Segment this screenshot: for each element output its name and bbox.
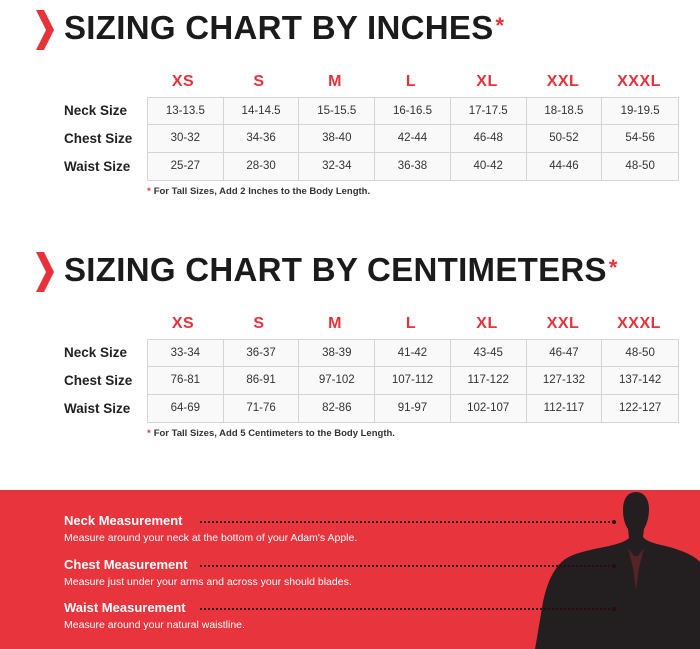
row-label-chest: Chest Size — [64, 373, 133, 388]
table-cell: 50-52 — [527, 125, 603, 152]
title-asterisk: * — [608, 255, 618, 280]
table-cell: 32-34 — [299, 153, 375, 180]
table-cell: 117-122 — [451, 367, 527, 394]
table-cell: 54-56 — [602, 125, 678, 152]
inches-footnote: * For Tall Sizes, Add 2 Inches to the Body Length. — [147, 186, 371, 197]
size-header: XL — [476, 315, 498, 332]
table-cell: 137-142 — [602, 367, 678, 394]
chevron-right-icon — [36, 10, 54, 50]
row-label-neck: Neck Size — [64, 345, 128, 360]
waist-measurement — [64, 600, 245, 632]
table-cell: 17-17.5 — [451, 98, 527, 125]
waist-measurement-title: Waist Measurement — [64, 600, 186, 615]
table-cell: 38-40 — [299, 125, 375, 152]
size-header: XS — [171, 315, 195, 332]
table-cell: 40-42 — [451, 153, 527, 180]
man-silhouette-icon — [525, 490, 700, 649]
table-cell: 44-46 — [527, 153, 603, 180]
waist-pointer-dot — [612, 607, 616, 611]
centimeters-title: SIZING CHART BY CENTIMETERS* — [64, 251, 618, 288]
footnote-asterisk: * — [147, 428, 151, 439]
table-cell: 14-14.5 — [224, 98, 300, 125]
centimeters-table — [147, 339, 679, 423]
table-cell: 33-34 — [148, 340, 224, 367]
size-header: XXL — [546, 73, 580, 90]
table-cell: 46-48 — [451, 125, 527, 152]
size-header: XS — [171, 73, 195, 90]
table-cell: 19-19.5 — [602, 98, 678, 125]
table-cell: 97-102 — [299, 367, 375, 394]
size-header: XXL — [546, 315, 580, 332]
table-cell: 76-81 — [148, 367, 224, 394]
chest-measurement-desc: Measure just under your arms and across your should blades. — [64, 576, 352, 588]
table-cell: 112-117 — [527, 395, 603, 422]
neck-measurement-title: Neck Measurement — [64, 513, 183, 528]
neck-pointer-dot — [612, 520, 616, 524]
table-cell: 13-13.5 — [148, 98, 224, 125]
size-header: XXXL — [617, 315, 661, 332]
table-cell: 48-50 — [602, 153, 678, 180]
size-header: S — [253, 315, 265, 332]
size-header: L — [405, 315, 417, 332]
row-label-waist: Waist Size — [64, 159, 131, 174]
chest-measurement-title: Chest Measurement — [64, 557, 188, 572]
table-cell: 25-27 — [148, 153, 224, 180]
inches-size-header — [147, 70, 680, 94]
table-cell: 18-18.5 — [527, 98, 603, 125]
table-cell: 127-132 — [527, 367, 603, 394]
row-label-chest: Chest Size — [64, 131, 133, 146]
inches-title: SIZING CHART BY INCHES* — [64, 9, 505, 46]
table-cell: 91-97 — [375, 395, 451, 422]
table-cell: 16-16.5 — [375, 98, 451, 125]
table-cell: 38-39 — [299, 340, 375, 367]
chest-measurement — [64, 557, 352, 589]
table-cell: 34-36 — [224, 125, 300, 152]
row-label-neck: Neck Size — [64, 103, 128, 118]
inches-table — [147, 97, 679, 181]
table-cell: 36-38 — [375, 153, 451, 180]
table-cell: 86-91 — [224, 367, 300, 394]
table-cell: 42-44 — [375, 125, 451, 152]
chevron-right-icon — [36, 252, 54, 292]
table-cell: 71-76 — [224, 395, 300, 422]
table-cell: 48-50 — [602, 340, 678, 367]
table-cell: 15-15.5 — [299, 98, 375, 125]
table-cell: 36-37 — [224, 340, 300, 367]
title-asterisk: * — [495, 13, 505, 38]
neck-measurement-desc: Measure around your neck at the bottom of your Adam's Apple. — [64, 532, 358, 544]
row-label-waist: Waist Size — [64, 401, 131, 416]
size-header: L — [405, 73, 417, 90]
table-cell: 107-112 — [375, 367, 451, 394]
table-cell: 41-42 — [375, 340, 451, 367]
centimeters-footnote: * For Tall Sizes, Add 5 Centimeters to the Body Length. — [147, 428, 395, 439]
table-cell: 102-107 — [451, 395, 527, 422]
waist-measurement-desc: Measure around your natural waistline. — [64, 619, 245, 631]
chest-pointer-dot — [612, 564, 616, 568]
size-header: M — [328, 315, 342, 332]
table-cell: 30-32 — [148, 125, 224, 152]
footnote-asterisk: * — [147, 186, 151, 197]
table-cell: 28-30 — [224, 153, 300, 180]
size-header: S — [253, 73, 265, 90]
size-header: XL — [476, 73, 498, 90]
table-cell: 64-69 — [148, 395, 224, 422]
table-cell: 82-86 — [299, 395, 375, 422]
size-header: XXXL — [617, 73, 661, 90]
neck-measurement — [64, 513, 357, 545]
measurement-panel — [0, 490, 700, 649]
table-cell: 46-47 — [527, 340, 603, 367]
table-cell: 122-127 — [602, 395, 678, 422]
centimeters-size-header — [147, 312, 680, 336]
waist-pointer-line — [200, 608, 614, 610]
size-header: M — [328, 73, 342, 90]
table-cell: 43-45 — [451, 340, 527, 367]
